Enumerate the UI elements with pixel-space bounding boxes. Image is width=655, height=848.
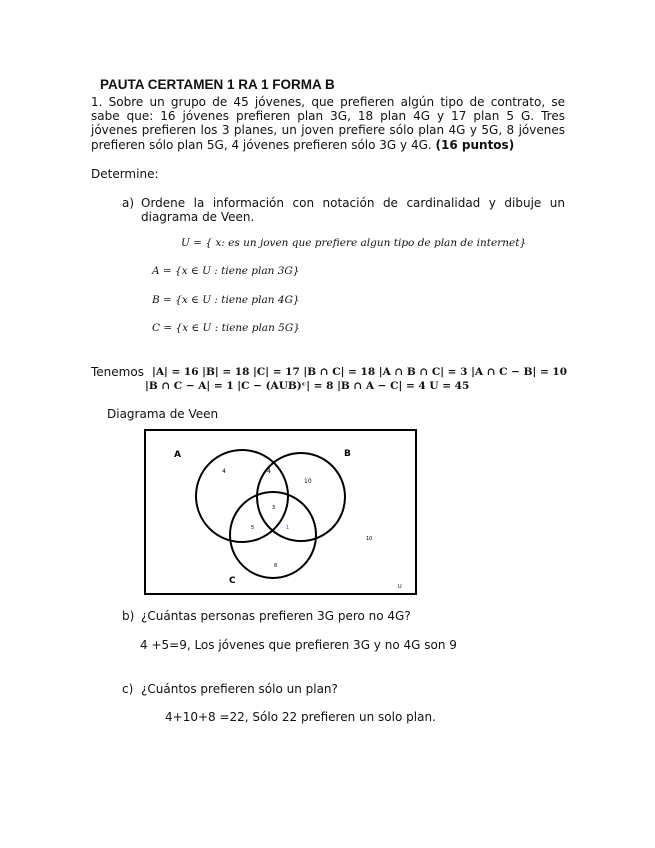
label-c: C	[229, 576, 236, 586]
part-a-text: Ordene la información con notación de cardinalidad y dibuje un diagrama de Veen.	[141, 196, 565, 225]
label-u: U	[398, 584, 402, 590]
set-a: A = {x ∈ U : tiene plan 3G}	[152, 265, 300, 277]
set-b: B = {x ∈ U : tiene plan 4G}	[152, 294, 300, 306]
cardinalities-line-2: |B ∩ C − A| = 1 |C − (AUB)ᶜ| = 8 |B ∩ A − C| = 4 U = 45	[145, 380, 470, 392]
set-universe: U = { x: es un joven que prefiere algun tipo de plan de internet}	[181, 237, 527, 249]
region-a-b: 4	[267, 468, 271, 475]
problem-text: 1. Sobre un grupo de 45 jóvenes, que prefieren algún tipo de contrato, se sabe que: 16 jóvenes prefieren plan 3G, 18 plan 4G y 17 plan 5 G. Tres jóvenes prefieren los 3 planes, un joven prefiere sólo plan 4G y 5G, 8 jóvenes prefieren sólo plan 5G, 4 jóvenes prefieren sólo 3G y 4G.	[91, 95, 565, 152]
set-c: C = {x ∈ U : tiene plan 5G}	[152, 322, 300, 334]
part-b-answer: 4 +5=9, Los jóvenes que prefieren 3G y no 4G son 9	[140, 638, 457, 652]
universe-box	[145, 430, 416, 594]
cardinalities-label: Tenemos	[91, 365, 144, 379]
determine-label: Determine:	[91, 167, 159, 181]
region-outside: 10	[366, 536, 373, 542]
circle-a	[196, 450, 288, 542]
label-a: A	[174, 450, 181, 460]
region-a-c: 5	[251, 525, 255, 531]
region-c-only: 8	[274, 563, 278, 569]
part-c-marker: c)	[122, 682, 134, 696]
page-title: PAUTA CERTAMEN 1 RA 1 FORMA B	[100, 77, 335, 92]
region-b-c: 1	[286, 525, 290, 531]
part-c-answer: 4+10+8 =22, Sólo 22 prefieren un solo plan.	[165, 710, 436, 724]
part-b-question: ¿Cuántas personas prefieren 3G pero no 4G?	[141, 609, 411, 623]
region-b-only: 10	[304, 478, 312, 485]
circle-b	[257, 453, 345, 541]
part-c-question: ¿Cuántos prefieren sólo un plan?	[141, 682, 338, 696]
region-a-b-c: 3	[272, 505, 276, 511]
venn-heading: Diagrama de Veen	[107, 407, 219, 421]
part-a-marker: a)	[122, 196, 135, 210]
region-a-only: 4	[222, 468, 226, 475]
problem-points: (16 puntos)	[435, 137, 515, 152]
cardinalities-line-1: |A| = 16 |B| = 18 |C| = 17 |B ∩ C| = 18 |A ∩ B ∩ C| = 3 |A ∩ C − B| = 10	[152, 366, 568, 378]
part-b-marker: b)	[122, 609, 135, 623]
label-b: B	[344, 449, 351, 459]
